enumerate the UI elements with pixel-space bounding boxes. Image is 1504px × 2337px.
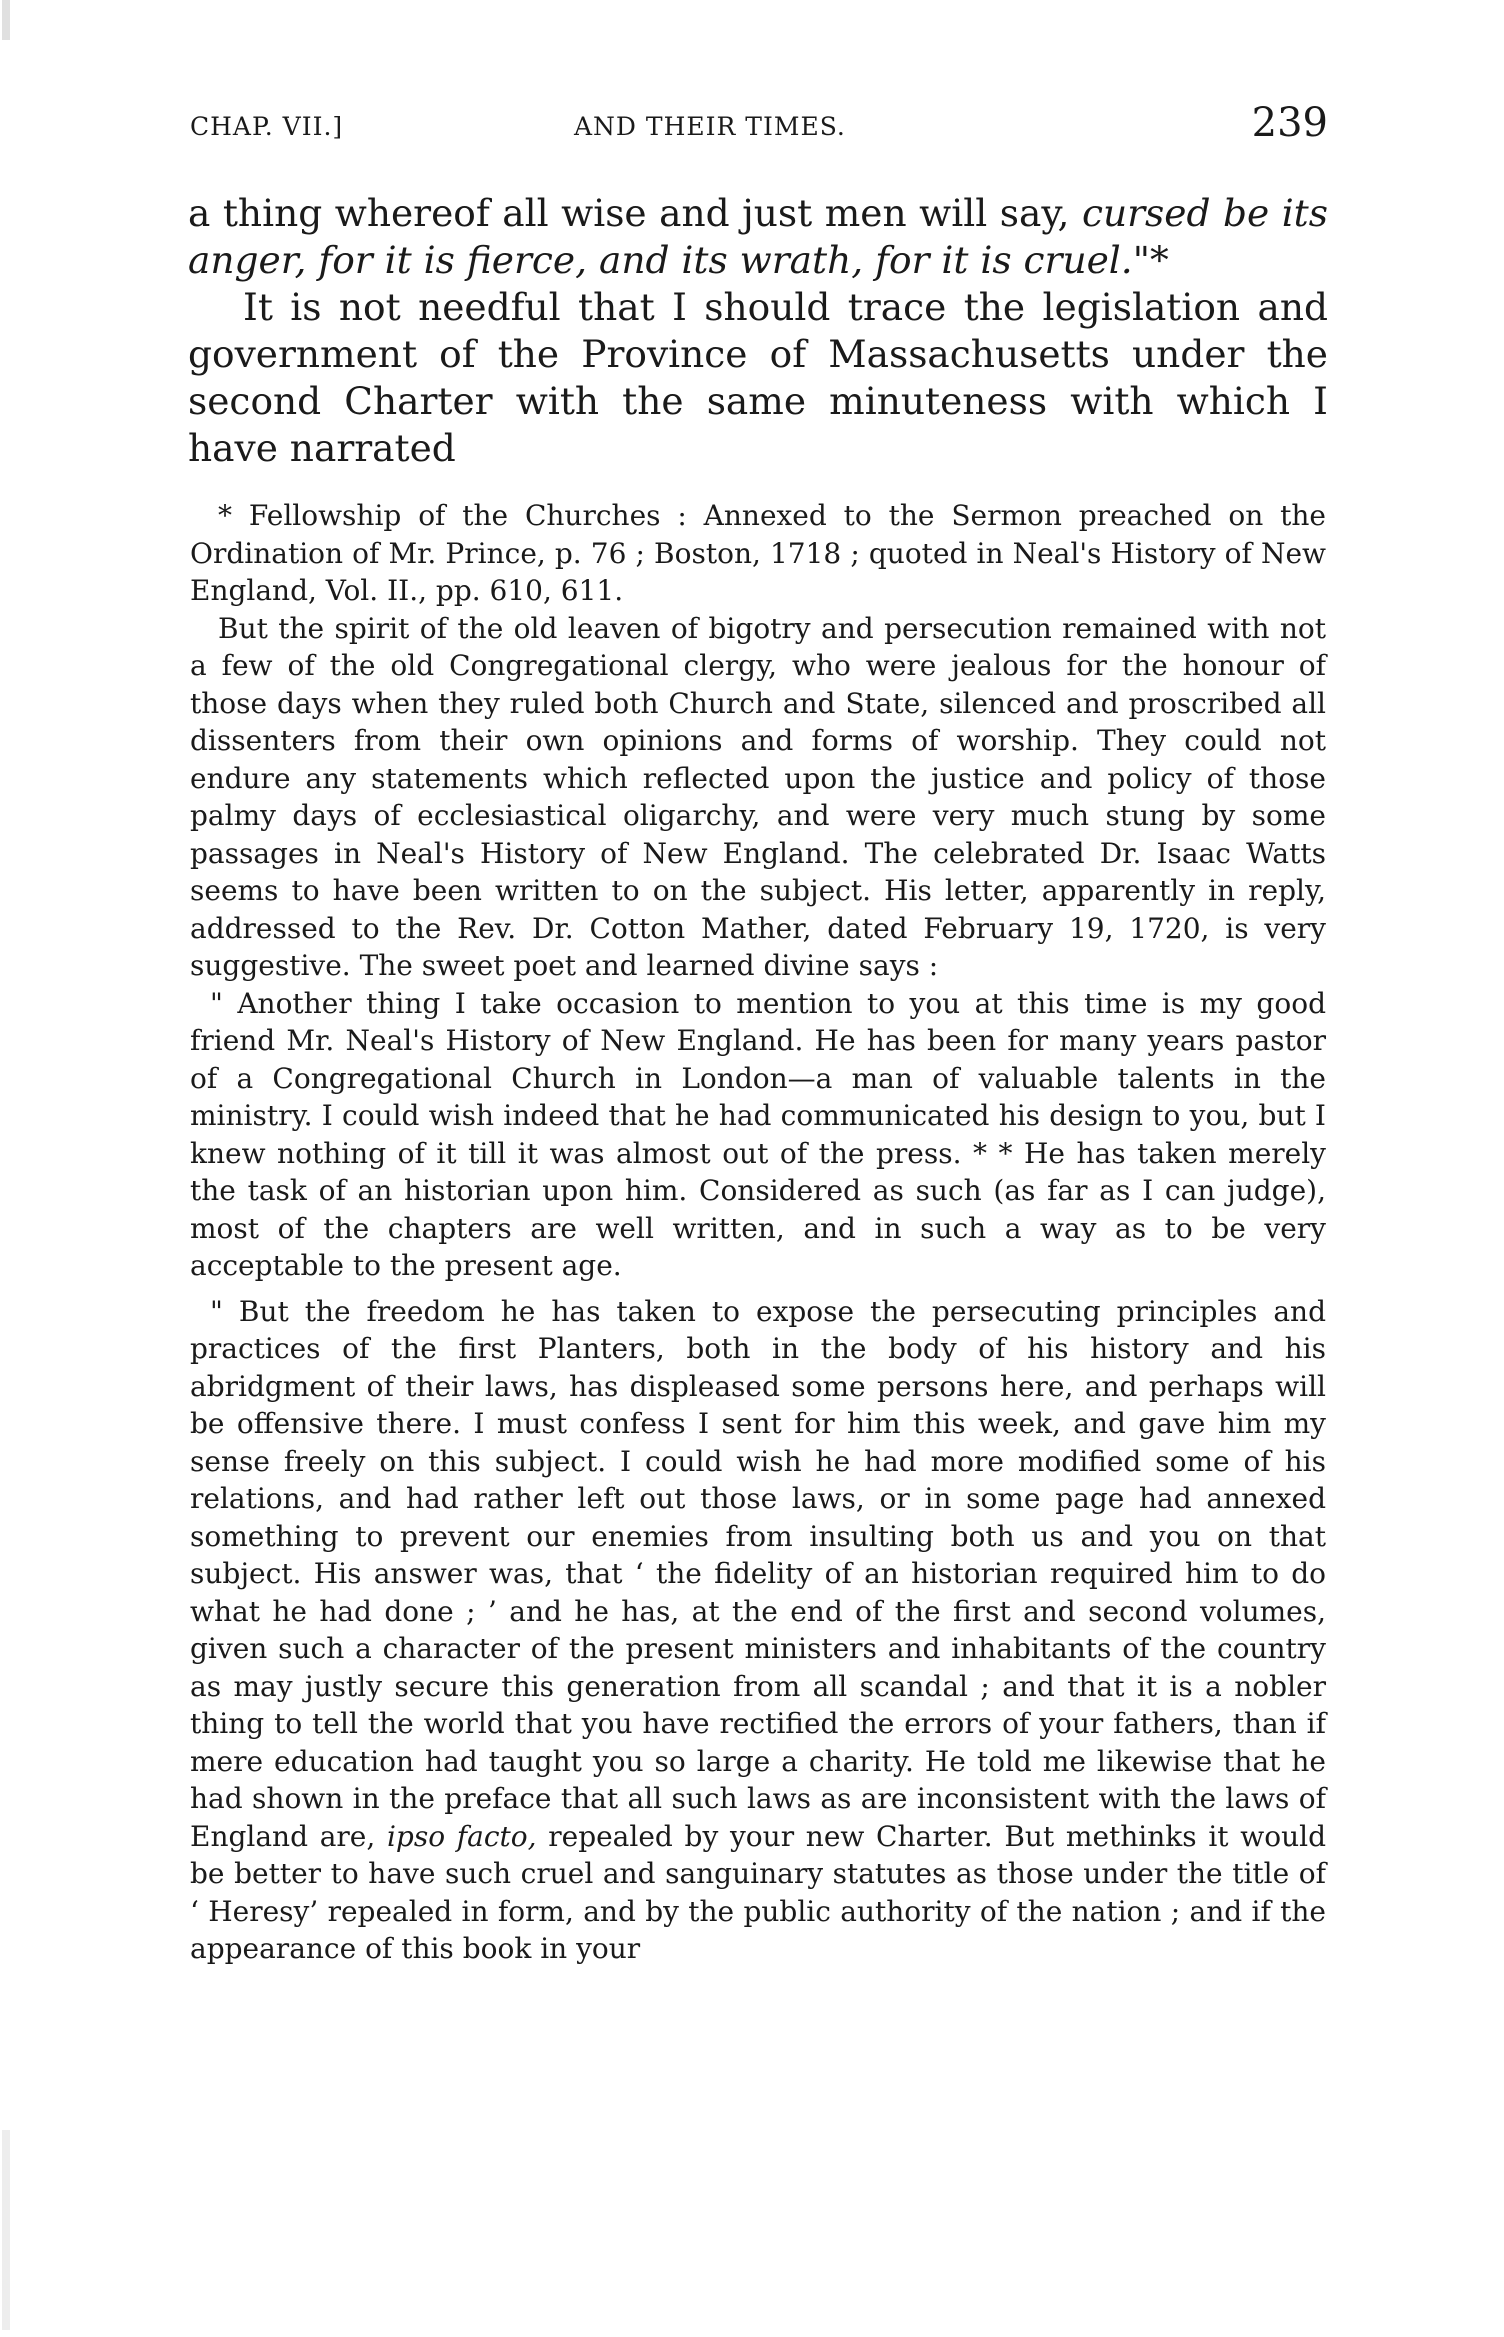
text-run: a thing whereof all wise and just men will say, [188, 191, 1082, 235]
main-text [188, 190, 1328, 472]
block-quote: " Another thing I take occasion to mention to you at this time is my good friend Mr. Neal's History of New England. He has been for many years pastor of a Congregational Church in London—a man of valuable talents in the ministry. I could wish indeed that he had communicated his design to you, but I knew nothing of it till it was almost out of the press. * * He has taken merely the task of an historian upon him. Considered as such (as far as I can judge), most of the chapters are well written, and in such a way as to be very acceptable to the present age. [190, 986, 1326, 1282]
block-quote [190, 1293, 1326, 1968]
footnote-marker: "* [1132, 238, 1169, 282]
footnote-section [190, 497, 1326, 1968]
italic-quote: cursed be its anger, for it is fierce, and its wrath, for it is cruel. [188, 191, 1328, 282]
text-run: " But the freedom he has taken to expose the persecuting principles and practices of the first Planters, both in the body of his history and his abridgment of their laws, has displeased some persons here, and perhaps will be offensive there. I must confess I sent for him this week, and gave him my sense freely on this subject. I could wish he had more modified some of his relations, and had rather left out those laws, or in some page had annexed something to prevent our enemies from insulting both us and you on that subject. His answer was, that ‘ the fidelity of an historian required him to do what he had done ; ’ and he has, at the end of the first and second volumes, given such a character of the present ministers and inhabitants of the country as may justly secure this generation from all scandal ; and that it is a nobler thing to tell the world that you have rectified the errors of your fathers, than if mere education had taught you so large a charity. He told me likewise that he had shown in the preface that all such laws as are inconsistent with the laws of England are, [190, 1294, 1326, 1853]
running-title: AND THEIR TIMES. [574, 112, 846, 141]
scan-edge-mark [2, 0, 10, 40]
chapter-label: CHAP. VII.] [190, 112, 344, 141]
paragraph: It is not needful that I should trace the legislation and government of the Province of Massachusetts under the second Charter with the same minuteness with which I have narrated [188, 285, 1328, 470]
running-header [190, 100, 1328, 162]
italic-phrase: ipso facto, [386, 1819, 537, 1853]
page-number: 239 [1251, 100, 1328, 146]
footnote: * Fellowship of the Churches : Annexed to the Sermon preached on the Ordination of Mr. Prince, p. 76 ; Boston, 1718 ; quoted in Neal's History of New England, Vol. II., pp. 610, 611. [190, 499, 1326, 607]
paragraph-continuation [188, 190, 1328, 284]
footnote-paragraph: But the spirit of the old leaven of bigotry and persecution remained with not a few of the old Congregational clergy, who were jealous for the honour of those days when they ruled both Church and State, silenced and proscribed all dissenters from their own opinions and forms of worship. They could not endure any statements which reflected upon the justice and policy of those palmy days of ecclesiastical oligarchy, and were very much stung by some passages in Neal's History of New England. The celebrated Dr. Isaac Watts seems to have been written to on the subject. His letter, apparently in reply, addressed to the Rev. Dr. Cotton Mather, dated February 19, 1720, is very suggestive. The sweet poet and learned divine says : [190, 611, 1326, 982]
text-run: repealed by your new Charter. But methinks it would be better to have such cruel and sanguinary statutes as those under the title of ‘ Heresy’ repealed in form, and by the public authority of the nation ; and if the appearance of this book in your [190, 1819, 1326, 1965]
scan-edge-mark [2, 2130, 10, 2330]
